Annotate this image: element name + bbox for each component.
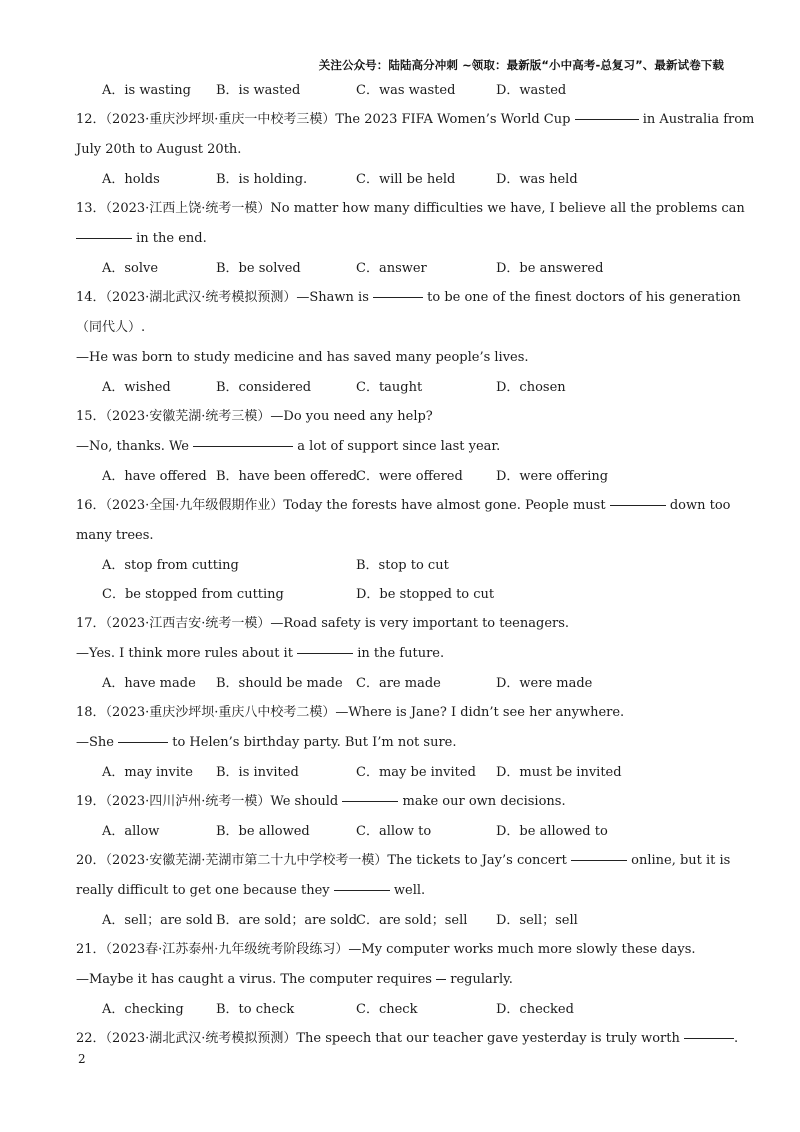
question-text: —Yes. I think more rules about it	[76, 646, 298, 661]
option-d: D．sell；sell	[496, 913, 578, 928]
question-text: 14．（2023·湖北武汉·统考模拟预测）—Shawn is	[76, 290, 374, 305]
question-text: 13．（2023·江西上饶·统考一模）No matter how many difficulties we have, I believe all the problems can	[76, 201, 745, 216]
question-item	[76, 698, 724, 758]
answer-blank	[193, 445, 293, 447]
question-line	[76, 343, 724, 373]
option-a: A．solve	[102, 261, 159, 276]
question-line	[76, 846, 731, 876]
question-text: July 20th to August 20th.	[76, 142, 242, 157]
question-text: well.	[389, 883, 426, 898]
option-b: B．are sold；are sold	[216, 913, 358, 928]
options-row	[76, 462, 724, 491]
question-line	[76, 432, 724, 462]
question-item	[76, 105, 755, 165]
question-line	[76, 491, 731, 521]
option-b: B．be solved	[216, 261, 301, 276]
question-line	[76, 728, 724, 758]
question-text: 12．（2023·重庆沙坪坝·重庆一中校考三模）The 2023 FIFA Women’s World Cup	[76, 112, 575, 127]
options-row	[76, 580, 724, 609]
options-row	[76, 551, 724, 580]
option-b: B．is invited	[216, 765, 299, 780]
question-text: —No, thanks. We	[76, 439, 194, 454]
option-d: D．be stopped to cut	[356, 587, 495, 602]
option-d: D．must be invited	[496, 765, 622, 780]
question-item	[76, 846, 731, 906]
option-a: A．is wasting	[102, 83, 191, 98]
question-text: 22．（2023·湖北武汉·统考模拟预测）The speech that our teacher gave yesterday is truly worth	[76, 1031, 684, 1046]
option-d: D．be answered	[496, 261, 604, 276]
option-d: D．wasted	[496, 83, 567, 98]
options-row	[76, 995, 724, 1024]
options-row	[76, 669, 724, 698]
option-a: A．holds	[102, 172, 160, 187]
option-b: B．to check	[216, 1002, 295, 1017]
question-text: 16．（2023·全国·九年级假期作业）Today the forests have almost gone. People must	[76, 498, 610, 513]
option-c: C．taught	[356, 380, 423, 395]
options-row	[76, 254, 724, 283]
answer-blank	[575, 118, 639, 120]
option-c: C．are sold；sell	[356, 913, 468, 928]
question-text: 20．（2023·安徽芜湖·芜湖市第二十九中学校考一模）The tickets to Jay’s concert	[76, 853, 571, 868]
question-text: 19．（2023·四川泸州·统考一模）We should	[76, 794, 343, 809]
options-row	[76, 76, 724, 105]
question-text: in the future.	[353, 646, 445, 661]
answer-blank	[334, 889, 390, 891]
option-c: C．were offered	[356, 469, 463, 484]
option-a: A．checking	[102, 1002, 184, 1017]
option-b: B．have been offered	[216, 469, 358, 484]
option-a: A．may invite	[102, 765, 193, 780]
question-line	[76, 639, 724, 669]
answer-blank	[684, 1037, 734, 1039]
answer-blank	[118, 741, 168, 743]
question-item	[76, 1024, 739, 1054]
options-row	[76, 817, 724, 846]
options-row	[76, 165, 724, 194]
option-b: B．considered	[216, 380, 312, 395]
question-line	[76, 194, 745, 224]
options-row	[76, 758, 724, 787]
question-item	[76, 935, 724, 995]
question-text: 18．（2023·重庆沙坪坝·重庆八中校考二模）—Where is Jane? I didn’t see her anywhere.	[76, 705, 625, 720]
option-a: A．have made	[102, 676, 196, 691]
answer-blank	[342, 800, 398, 802]
option-b: B．stop to cut	[356, 558, 449, 573]
question-text: really difficult to get one because they	[76, 883, 334, 898]
option-d: D．was held	[496, 172, 578, 187]
question-text: 15．（2023·安徽芜湖·统考三模）—Do you need any help?	[76, 409, 433, 424]
option-a: A．have offered	[102, 469, 207, 484]
question-line	[76, 935, 724, 965]
question-item	[76, 283, 741, 373]
option-c: C．check	[356, 1002, 418, 1017]
page-header: 关注公众号：陆陆高分冲刺 ~领取：最新版“小中高考-总复习”、最新试卷下载	[318, 58, 724, 72]
question-text: in the end.	[132, 231, 207, 246]
answer-blank	[76, 237, 132, 239]
question-line	[76, 1024, 739, 1054]
question-line	[76, 609, 724, 639]
option-b: B．should be made	[216, 676, 343, 691]
option-d: D．be allowed to	[496, 824, 608, 839]
options-row	[76, 373, 724, 402]
option-d: D．were offering	[496, 469, 609, 484]
question-item	[76, 491, 731, 551]
question-text: （同代人）.	[76, 320, 146, 335]
answer-blank	[571, 859, 627, 861]
option-c: C．are made	[356, 676, 441, 691]
question-item	[76, 787, 724, 817]
option-c: C．answer	[356, 261, 427, 276]
option-a: A．stop from cutting	[102, 558, 239, 573]
question-item	[76, 609, 724, 669]
question-text: a lot of support since last year.	[293, 439, 501, 454]
question-line	[76, 521, 724, 551]
question-list	[76, 76, 755, 1054]
question-text: —He was born to study medicine and has saved many people’s lives.	[76, 350, 529, 365]
answer-blank	[297, 652, 353, 654]
option-b: B．is wasted	[216, 83, 301, 98]
question-line	[76, 698, 724, 728]
answer-blank	[610, 504, 666, 506]
option-b: B．is holding.	[216, 172, 308, 187]
question-text: regularly.	[446, 972, 513, 987]
question-text: make our own decisions.	[398, 794, 566, 809]
question-text: many trees.	[76, 528, 154, 543]
question-line	[76, 313, 724, 343]
option-c: C．be stopped from cutting	[102, 587, 284, 602]
question-item	[76, 402, 724, 462]
question-line	[76, 105, 755, 135]
question-line	[76, 965, 724, 995]
option-d: D．chosen	[496, 380, 566, 395]
question-text: to be one of the finest doctors of his generation	[423, 290, 741, 305]
question-line	[76, 787, 724, 817]
option-c: C．may be invited	[356, 765, 476, 780]
option-a: A．allow	[102, 824, 160, 839]
question-line	[76, 224, 724, 254]
option-a: A．sell；are sold	[102, 913, 213, 928]
question-line	[76, 876, 724, 906]
question-line	[76, 283, 741, 313]
question-text: in Australia from	[638, 112, 755, 127]
option-c: C．allow to	[356, 824, 432, 839]
options-row	[76, 906, 724, 935]
answer-blank	[373, 296, 423, 298]
option-c: C．will be held	[356, 172, 456, 187]
question-text: to Helen’s birthday party. But I’m not sure.	[168, 735, 457, 750]
question-text: online, but it is	[626, 853, 731, 868]
question-text: 21．（2023春·江苏泰州·九年级统考阶段练习）—My computer works much more slowly these days.	[76, 942, 696, 957]
question-text: .	[733, 1031, 739, 1046]
option-b: B．be allowed	[216, 824, 310, 839]
question-text: 17．（2023·江西吉安·统考一模）—Road safety is very important to teenagers.	[76, 616, 570, 631]
question-text: —Maybe it has caught a virus. The computer requires	[76, 972, 437, 987]
question-item	[76, 194, 745, 254]
option-d: D．checked	[496, 1002, 574, 1017]
page-number: 2	[78, 1052, 86, 1066]
option-d: D．were made	[496, 676, 593, 691]
option-c: C．was wasted	[356, 83, 456, 98]
question-text: —She	[76, 735, 119, 750]
option-a: A．wished	[102, 380, 171, 395]
question-line	[76, 135, 724, 165]
question-line	[76, 402, 724, 432]
answer-blank	[436, 978, 446, 980]
question-text: down too	[665, 498, 731, 513]
